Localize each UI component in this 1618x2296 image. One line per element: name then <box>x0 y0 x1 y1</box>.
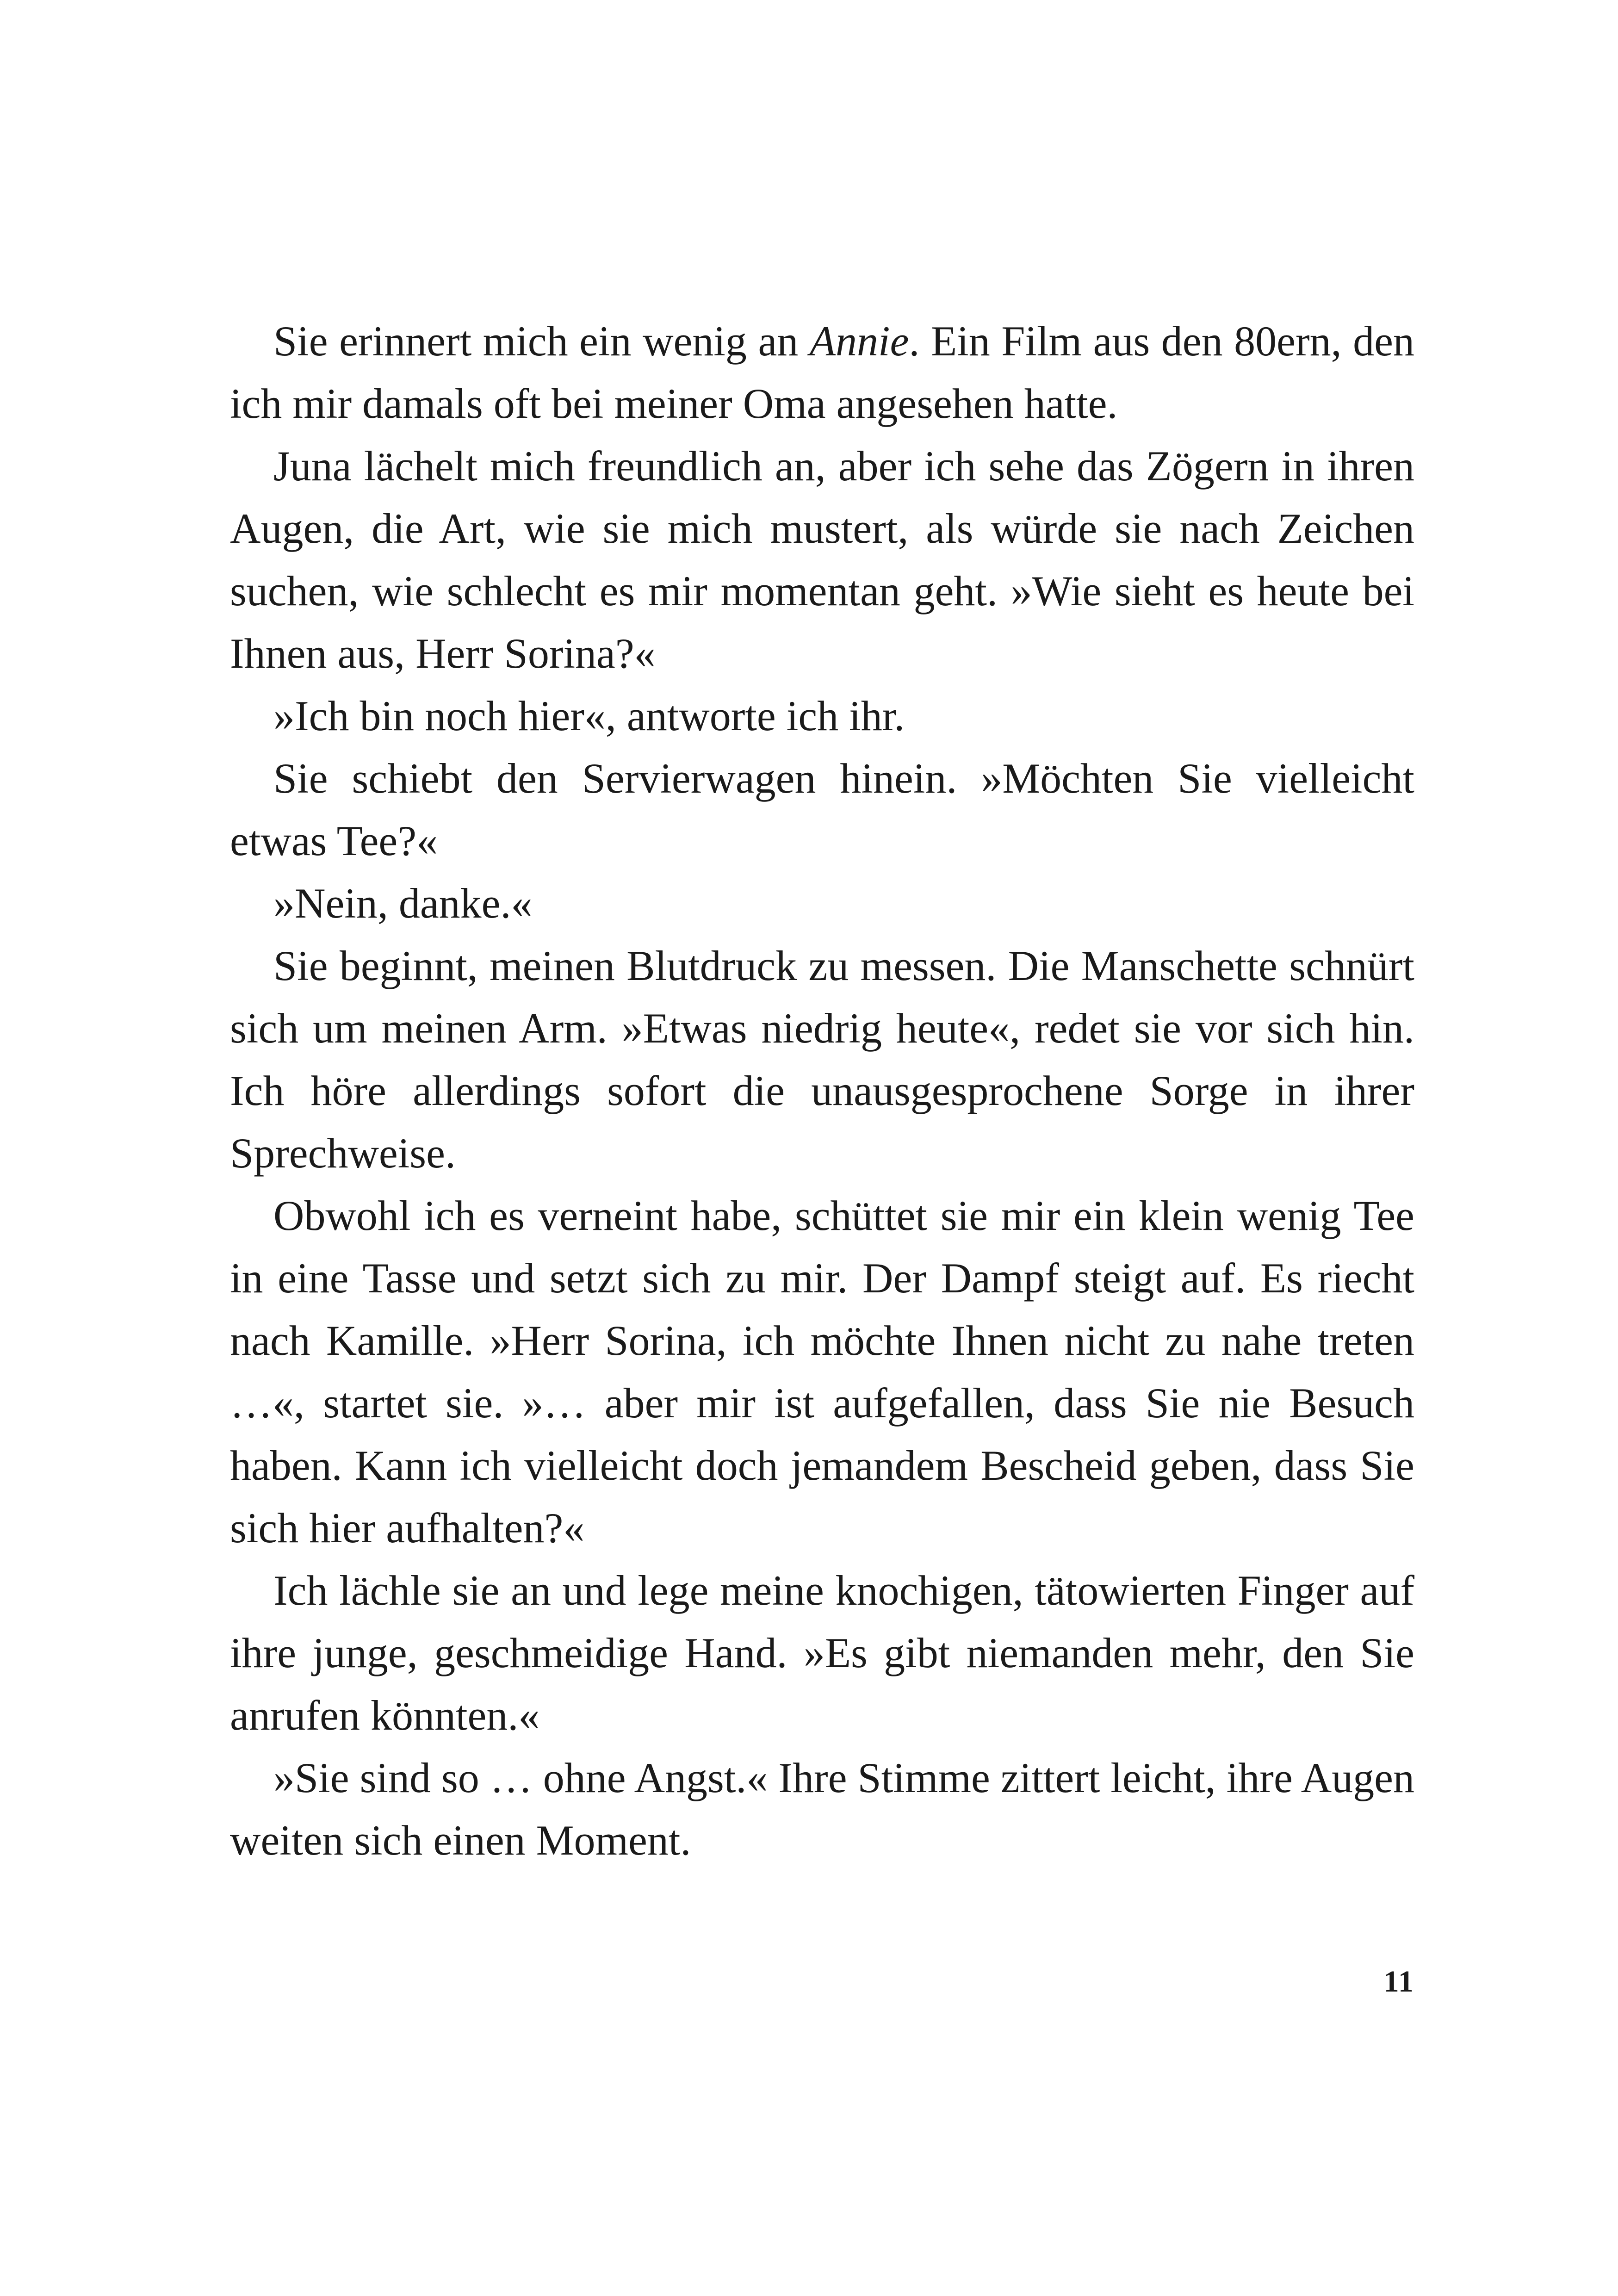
text-segment: »Sie sind so … ohne Angst.« Ihre Stimme zittert leicht, ihre Augen weiten sich einen Moment. <box>230 1754 1414 1864</box>
paragraph-1 <box>230 310 1414 435</box>
text-segment: Sie beginnt, meinen Blutdruck zu messen. Die Manschette schnürt sich um meinen Arm. »Etwas niedrig heute«, redet sie vor sich hin. Ich höre allerdings sofort die unausgesprochene Sorge in ihrer Sprechweise. <box>230 942 1414 1177</box>
paragraph-3 <box>230 685 1414 747</box>
text-segment: Obwohl ich es verneint habe, schüttet sie mir ein klein wenig Tee in eine Tasse und setzt sich zu mir. Der Dampf steigt auf. Es riecht nach Kamille. »Herr Sorina, ich möchte Ihnen nicht zu nahe treten …«, startet sie. »… aber mir ist aufgefallen, dass Sie nie Besuch haben. Kann ich vielleicht doch jemandem Bescheid geben, dass Sie sich hier aufhalten?« <box>230 1192 1414 1551</box>
paragraph-2 <box>230 435 1414 685</box>
text-segment: »Ich bin noch hier«, antworte ich ihr. <box>273 692 905 739</box>
text-segment: Juna lächelt mich freundlich an, aber ich sehe das Zögern in ihren Augen, die Art, wie sie mich mustert, als würde sie nach Zeichen suchen, wie schlecht es mir momentan geht. »Wie sieht es heute bei Ihnen aus, Herr Sorina?« <box>230 442 1414 677</box>
paragraph-8 <box>230 1559 1414 1747</box>
italic-title-segment: Annie <box>809 317 909 365</box>
text-segment: Ich lächle sie an und lege meine knochigen, tätowierten Finger auf ihre junge, geschmeidige Hand. »Es gibt niemanden mehr, den Sie anrufen könnten.« <box>230 1567 1414 1739</box>
body-text <box>230 310 1414 1872</box>
text-segment: Sie schiebt den Servierwagen hinein. »Möchten Sie vielleicht etwas Tee?« <box>230 755 1414 864</box>
page-number: 11 <box>1383 1965 1414 1998</box>
text-segment: »Nein, danke.« <box>273 880 533 927</box>
paragraph-9 <box>230 1747 1414 1872</box>
paragraph-6 <box>230 935 1414 1185</box>
paragraph-7 <box>230 1185 1414 1559</box>
text-segment: Sie erinnert mich ein wenig an <box>273 317 810 365</box>
paragraph-5 <box>230 872 1414 935</box>
paragraph-4 <box>230 747 1414 872</box>
text-segment: . Ein Film aus den 80ern, den ich mir damals oft bei meiner Oma angesehen hatte. <box>230 317 1414 427</box>
